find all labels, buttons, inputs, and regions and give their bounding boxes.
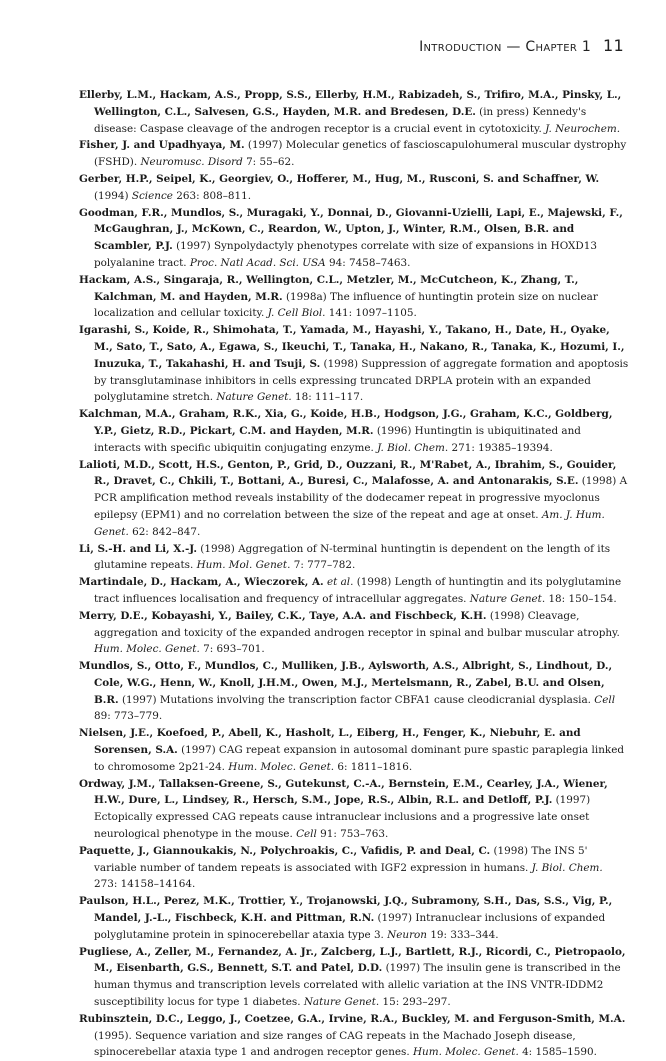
reference-volume-pages: 271: 19385–19394.	[448, 441, 553, 454]
reference-text: (1997) The insulin gene is transcribed in the human thymus and transcription levels correlated with allelic variation at the INS VNTR-IDDM2 susceptibility locus for type 1 diabetes.	[94, 962, 621, 1009]
reference-entry	[79, 457, 629, 541]
reference-authors: Lalioti, M.D., Scott, H.S., Genton, P., Grid, D., Ouzzani, R., M'Rabet, A., Ibrahim, S., Gouider, R., Dravet, C., Chkili, T., Bottani, A., Buresi, C., Malafosse, A. and Antonarakis, S.E.	[79, 458, 617, 488]
reference-volume-pages: 7: 777–782.	[290, 559, 356, 572]
reference-volume-pages: 273: 14158–14164.	[94, 878, 196, 891]
reference-authors: Goodman, F.R., Mundlos, S., Muragaki, Y., Donnai, D., Giovanni-Uzielli, Lapi, E., Majewski, F., McGaughran, J., McKown, C., Reardon, W., Upton, J., Winter, R.M., Olsen, B.R. and Scambler, P.J.	[79, 206, 623, 253]
reference-text: (1996) Huntingtin is ubiquitinated and interacts with specific ubiquitin conjugating enzyme.	[94, 424, 581, 454]
reference-authors: Fisher, J. and Upadhyaya, M.	[79, 139, 245, 152]
reference-authors: Li, S.-H. and Li, X.-J.	[79, 542, 197, 555]
reference-volume-pages: 18: 150–154.	[545, 592, 617, 605]
reference-authors: Ellerby, L.M., Hackam, A.S., Propp, S.S., Ellerby, H.M., Rabizadeh, S., Trifiro, M.A., Pinsky, L., Wellington, C.L., Salvesen, G.S., Hayden, M.R. and Bredesen, D.E.	[79, 89, 622, 118]
reference-text: (1997) Synpolydactyly phenotypes correlate with size of expansions in HOXD13 polyalanine tract.	[94, 240, 597, 269]
reference-volume-pages: 62: 842–847.	[128, 525, 201, 538]
reference-entry	[79, 608, 629, 658]
reference-entry	[79, 725, 629, 775]
reference-authors: Paquette, J., Giannoukakis, N., Polychroakis, C., Vafidis, P. and Deal, C.	[79, 844, 491, 857]
reference-journal: J. Neurochem.	[545, 122, 621, 135]
reference-volume-pages: 7: 693–701.	[199, 643, 265, 656]
reference-entry	[79, 1011, 629, 1061]
reference-authors: Igarashi, S., Koide, R., Shimohata, T., Yamada, M., Hayashi, Y., Takano, H., Date, H., Oyake, M., Sato, T., Sato, A., Egawa, S., Ikeuchi, T., Tanaka, H., Nakano, R., Tanaka, K., Hozumi, I., Inuzuka, T., Takahashi, H. and Tsuji, S.	[79, 324, 625, 370]
reference-text: (1998) Cleavage, aggregation and toxicity of the expanded androgen receptor in spinal and bulbar muscular atrophy.	[94, 609, 620, 639]
reference-entry	[79, 87, 629, 137]
reference-volume-pages: 18: 111–117.	[291, 391, 364, 404]
reference-text: (1997) Ectopically expressed CAG repeats cause intranuclear inclusions and a progressive late onset neurological phenotype in the mouse.	[94, 794, 591, 841]
reference-authors: Ordway, J.M., Tallaksen-Greene, S., Gutekunst, C.-A., Bernstein, E.M., Cearley, J.A., Wiener, H.W., Dure, L., Lindsey, R., Hersch, S.M., Jope, R.S., Albin, R.L. and Detloff, P.J.	[79, 777, 608, 807]
reference-authors: Nielsen, J.E., Koefoed, P., Abell, K., Hasholt, L., Eiberg, H., Fenger, K., Niebuhr, E. and Sorensen, S.A.	[79, 727, 581, 757]
reference-journal: Hum. Molec. Genet.	[94, 643, 200, 656]
reference-text: (1997) Molecular genetics of fascioscapulohumeral muscular dystrophy (FSHD).	[94, 139, 627, 169]
reference-journal: Hum. Mol. Genet.	[196, 559, 291, 572]
page-number: 11	[603, 36, 624, 55]
reference-entry	[79, 574, 629, 608]
reference-text: (1998) Aggregation of N-terminal huntingtin is dependent on the length of its glutamine repeats.	[94, 542, 611, 572]
reference-text: (1994)	[94, 189, 132, 202]
reference-text: (1997) Mutations involving the transcription factor CBFA1 cause cleodicranial dysplasia.	[118, 693, 595, 706]
reference-authors: Hackam, A.S., Singaraja, R., Wellington, C.L., Metzler, M., McCutcheon, K., Zhang, T., Kalchman, M. and Hayden, M.R.	[79, 273, 579, 303]
reference-authors: Gerber, H.P., Seipel, K., Georgiev, O., Hofferer, M., Hug, M., Rusconi, S. and Schaffner, W.	[79, 172, 600, 185]
reference-journal: Nature Genet.	[469, 592, 546, 605]
reference-authors: Kalchman, M.A., Graham, R.K., Xia, G., Koide, H.B., Hodgson, J.G., Graham, K.C., Goldberg, Y.P., Gietz, R.D., Pickart, C.M. and Hayden, M.R.	[79, 408, 613, 437]
running-header	[0, 36, 666, 60]
reference-journal: Nature Genet.	[303, 996, 380, 1009]
reference-authors: Martindale, D., Hackam, A., Wieczorek, A.	[79, 576, 324, 589]
reference-entry	[79, 406, 629, 456]
reference-entry	[79, 272, 629, 322]
reference-journal: Am. J. Hum. Genet.	[94, 508, 605, 538]
reference-authors: Rubinsztein, D.C., Leggo, J., Coetzee, G.A., Irvine, R.A., Buckley, M. and Ferguson-Smith, M.A.	[79, 1012, 626, 1025]
reference-volume-pages: 15: 293–297.	[379, 996, 451, 1009]
reference-journal: J. Biol. Chem.	[377, 441, 449, 454]
reference-volume-pages: 91: 753–763.	[316, 828, 389, 841]
reference-authors: Mundlos, S., Otto, F., Mundlos, C., Mulliken, J.B., Aylsworth, A.S., Albright, S., Lindhout, D., Cole, W.G., Henn, W., Knoll, J.H.M., Owen, M.J., Mertelsmann, R., Zabel, B.U. and Olsen, B.R.	[79, 660, 613, 706]
reference-journal: Neuron	[387, 928, 428, 941]
reference-entry	[79, 893, 629, 943]
reference-text: (in press) Kennedy's disease: Caspase cleavage of the androgen receptor is a crucial event in cytotoxicity.	[94, 105, 587, 135]
reference-journal: Cell	[296, 828, 317, 841]
reference-journal: Hum. Molec. Genet.	[412, 1046, 519, 1059]
reference-volume-pages: 4: 1585–1590.	[518, 1046, 597, 1059]
reference-journal: Neuromusc. Disord	[140, 156, 243, 169]
reference-entry	[79, 776, 629, 843]
reference-volume-pages: 89: 773–779.	[94, 710, 163, 723]
section-title: Introduction — Chapter 1	[419, 39, 592, 55]
reference-text: (1998) Suppression of aggregate formation and apoptosis by transglutaminase inhibitors in cells expressing truncated DRPLA protein with an expanded polyglutamine stretch.	[94, 357, 629, 404]
reference-entry	[79, 944, 629, 1011]
reference-entry	[79, 137, 629, 171]
reference-volume-pages: 7: 55–62.	[242, 156, 295, 169]
reference-entry	[79, 658, 629, 725]
reference-journal: J. Cell Biol.	[267, 307, 326, 320]
reference-volume-pages: 141: 1097–1105.	[325, 307, 417, 320]
reference-entry	[79, 322, 629, 406]
reference-volume-pages: 19: 333–344.	[427, 928, 499, 941]
reference-text: (1998) A PCR amplification method reveals instability of the dodecamer repeat in progressive myoclonus epilepsy (EPM1) and no correlation between the size of the repeat and age at onset.	[94, 475, 628, 521]
reference-authors: Pugliese, A., Zeller, M., Fernandez, A. Jr., Zalcberg, L.J., Bartlett, R.J., Ricordi, C., Pietropaolo, M., Eisenbarth, G.S., Bennett, S.T. and Patel, D.D.	[79, 945, 626, 975]
reference-entry	[79, 205, 629, 272]
reference-list	[79, 87, 629, 1061]
reference-journal: Cell	[594, 693, 616, 706]
reference-text: (1997) Intranuclear inclusions of expanded polyglutamine protein in spinocerebellar ataxia type 3.	[94, 912, 606, 941]
reference-journal: J. Biol. Chem.	[531, 861, 603, 874]
reference-text: (1998) Length of huntingtin and its polyglutamine tract influences localisation and frequency of intracellular aggregates.	[94, 576, 622, 605]
reference-etal: et al.	[323, 576, 354, 589]
reference-volume-pages: 94: 7458–7463.	[325, 256, 411, 269]
reference-volume-pages: 263: 808–811.	[172, 189, 252, 202]
reference-entry	[79, 171, 629, 205]
reference-text: (1995). Sequence variation and size ranges of CAG repeats in the Machado Joseph disease, spinocerebellar ataxia type 1 and androgen receptor genes.	[94, 1029, 576, 1059]
reference-journal: Hum. Molec. Genet.	[228, 760, 335, 773]
reference-journal: Proc. Natl Acad. Sci. USA	[189, 256, 326, 269]
reference-journal: Nature Genet.	[216, 391, 292, 404]
reference-journal: Science	[131, 189, 173, 202]
reference-entry	[79, 843, 629, 893]
reference-authors: Paulson, H.L., Perez, M.K., Trottier, Y., Trojanowski, J.Q., Subramony, S.H., Das, S.S., Vig, P., Mandel, J.-L., Fischbeck, K.H. and Pittman, R.N.	[79, 895, 613, 925]
reference-volume-pages: 6: 1811–1816.	[334, 760, 413, 773]
reference-text: (1998a) The influence of huntingtin protein size on nuclear localization and cellular toxicity.	[94, 290, 598, 320]
reference-text: (1998) The INS 5' variable number of tandem repeats is associated with IGF2 expression in humans.	[94, 844, 588, 874]
reference-entry	[79, 541, 629, 575]
reference-authors: Merry, D.E., Kobayashi, Y., Bailey, C.K., Taye, A.A. and Fischbeck, K.H.	[79, 609, 487, 622]
reference-text: (1997) CAG repeat expansion in autosomal dominant pure spastic paraplegia linked to chromosome 2p21-24.	[94, 744, 624, 773]
